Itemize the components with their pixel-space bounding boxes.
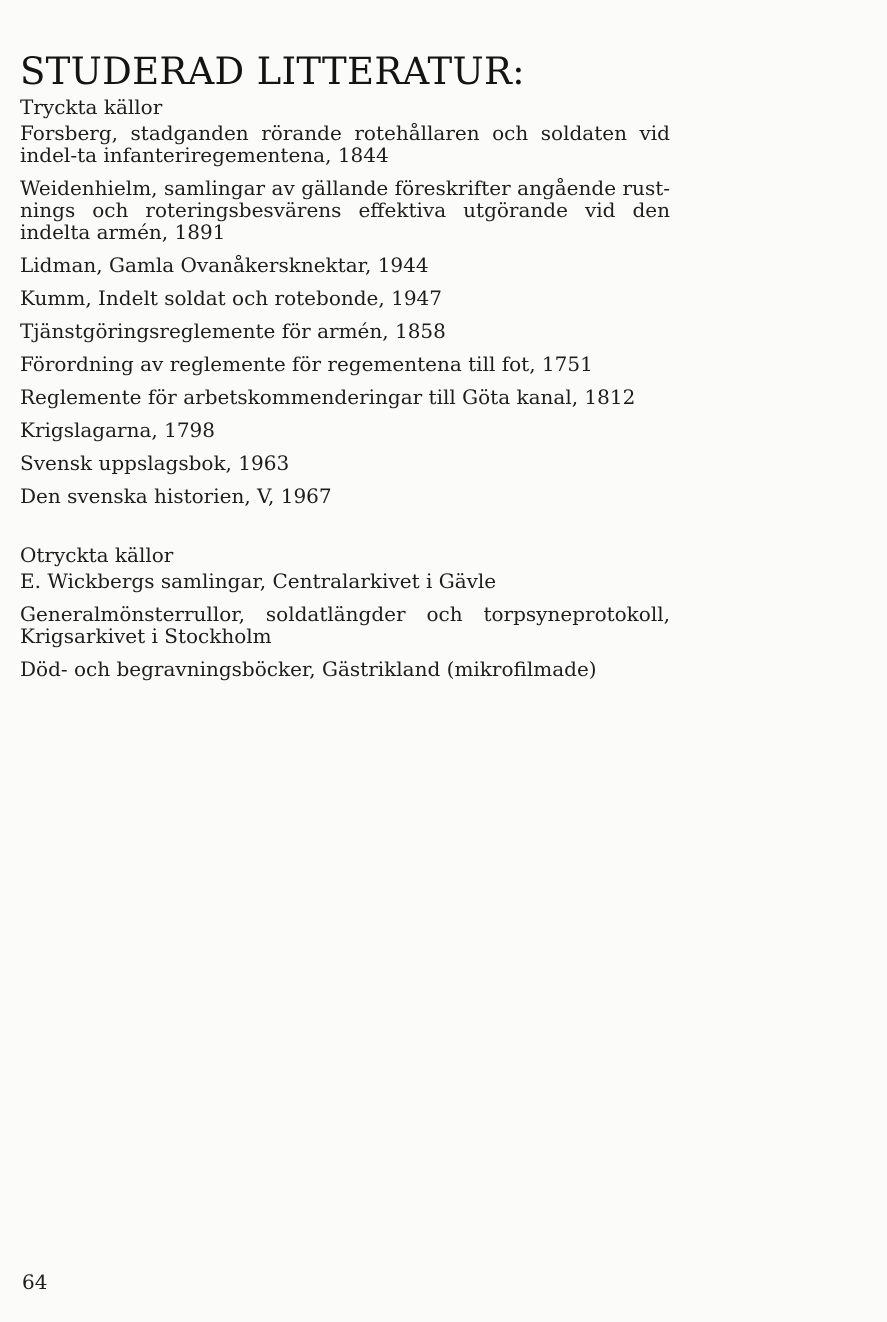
reference-item: Död- och begravningsböcker, Gästrikland (mikrofilmade) [20, 657, 597, 681]
printed-sources-heading: Tryckta källor [20, 95, 163, 119]
reference-item: Lidman, Gamla Ovanåkersknektar, 1944 [20, 253, 429, 277]
reference-item: Den svenska historien, V, 1967 [20, 484, 332, 508]
reference-item: Forsberg, stadganden rörande rotehållaren och soldaten vid indel-ta infanteriregementena, 1844 [20, 121, 670, 167]
reference-item: E. Wickbergs samlingar, Centralarkivet i Gävle [20, 569, 497, 593]
printed-sources-list [20, 122, 670, 507]
reference-item: Generalmönsterrullor, soldatlängder och torpsyneprotokoll, Krigsarkivet i Stockholm [20, 602, 670, 648]
printed-sources-section [20, 96, 670, 518]
reference-item: Weidenhielm, samlingar av gällande föreskrifter angående rust-nings och roteringsbesvärens effektiva utgörande vid den indelta armén, 1891 [20, 176, 670, 244]
reference-item: Tjänstgöringsreglemente för armén, 1858 [20, 319, 446, 343]
reference-item: Förordning av reglemente för regementena till fot, 1751 [20, 352, 593, 376]
reference-item: Reglemente för arbetskommenderingar till Göta kanal, 1812 [20, 385, 636, 409]
unprinted-sources-section [20, 544, 670, 691]
reference-item: Svensk uppslagsbok, 1963 [20, 451, 290, 475]
reference-item: Kumm, Indelt soldat och rotebonde, 1947 [20, 286, 442, 310]
reference-item: Krigslagarna, 1798 [20, 418, 215, 442]
page-title: STUDERAD LITTERATUR: [20, 50, 525, 93]
unprinted-sources-list [20, 570, 670, 680]
page-number: 64 [22, 1270, 48, 1294]
unprinted-sources-heading: Otryckta källor [20, 543, 174, 567]
